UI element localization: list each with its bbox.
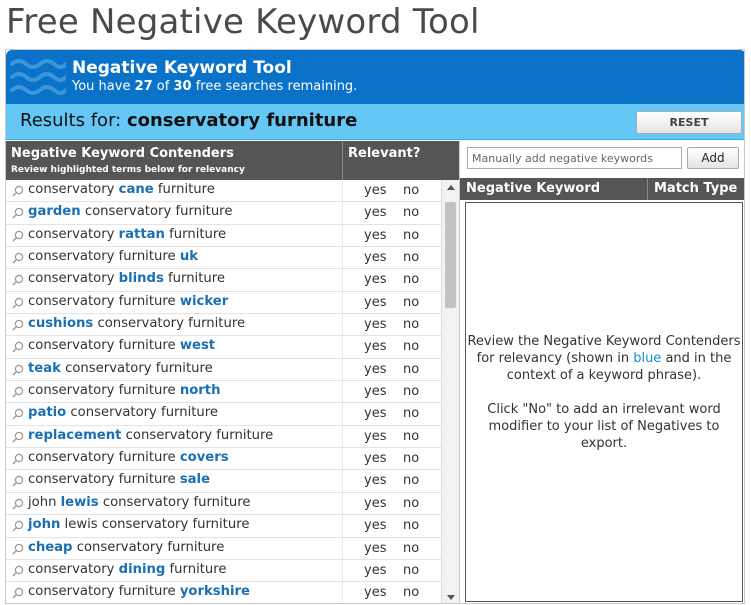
highlighted-term: uk — [179, 249, 198, 265]
yes-link[interactable]: yes — [364, 428, 387, 444]
row-divider — [342, 202, 343, 223]
row-divider — [342, 269, 343, 290]
negatives-list — [465, 202, 743, 602]
help-blue-word: blue — [633, 351, 662, 366]
contender-keyword: teak conservatory furniture — [28, 360, 213, 376]
contender-row — [6, 336, 441, 358]
negatives-pane — [459, 141, 745, 604]
highlighted-term: rattan — [118, 226, 165, 242]
contender-row — [6, 403, 441, 425]
no-link[interactable]: no — [403, 473, 420, 489]
magnifier-icon[interactable] — [12, 498, 24, 510]
scroll-up-icon[interactable] — [447, 185, 455, 190]
contender-keyword: john lewis conservatory furniture — [28, 494, 251, 510]
no-link[interactable]: no — [403, 540, 420, 556]
no-link[interactable]: no — [403, 183, 420, 198]
yes-link[interactable]: yes — [364, 473, 387, 489]
highlighted-term: patio — [28, 405, 67, 421]
highlighted-term: blinds — [118, 271, 164, 287]
contender-row — [6, 359, 441, 381]
scroll-thumb[interactable] — [445, 202, 456, 308]
row-divider — [342, 381, 343, 402]
contender-keyword: conservatory furniture yorkshire — [28, 584, 250, 600]
contenders-pane — [6, 141, 459, 604]
contender-row — [6, 515, 441, 537]
highlighted-term: cane — [118, 182, 154, 197]
highlighted-term: lewis — [60, 494, 99, 510]
results-query: conservatory furniture — [126, 110, 358, 131]
yes-link[interactable]: yes — [364, 540, 387, 556]
row-divider — [342, 470, 343, 491]
no-link[interactable]: no — [403, 250, 420, 266]
contender-keyword: conservatory rattan furniture — [28, 226, 227, 242]
contender-row — [6, 269, 441, 291]
magnifier-icon[interactable] — [12, 185, 24, 197]
row-divider — [342, 582, 343, 603]
no-link[interactable]: no — [403, 384, 420, 400]
row-divider — [342, 247, 343, 268]
contender-row — [6, 493, 441, 515]
waves-logo-icon — [10, 56, 66, 98]
magnifier-icon[interactable] — [12, 408, 24, 420]
contenders-title: Negative Keyword Contenders — [11, 146, 234, 161]
contender-keyword: conservatory furniture wicker — [28, 293, 229, 309]
yes-link[interactable]: yes — [364, 272, 387, 288]
yes-link[interactable]: yes — [364, 294, 387, 310]
highlighted-term: cheap — [28, 539, 73, 555]
contender-keyword: conservatory furniture north — [28, 383, 221, 399]
no-link[interactable]: no — [403, 585, 420, 601]
no-link[interactable]: no — [403, 339, 420, 355]
tool-title: Negative Keyword Tool — [72, 58, 292, 78]
add-negative-area — [460, 141, 745, 178]
magnifier-icon[interactable] — [12, 475, 24, 487]
no-link[interactable]: no — [403, 272, 420, 288]
tool-banner — [6, 50, 745, 104]
magnifier-icon[interactable] — [12, 230, 24, 242]
contender-keyword: conservatory blinds furniture — [28, 271, 225, 287]
magnifier-icon[interactable] — [12, 341, 24, 353]
searches-total: 30 — [173, 79, 192, 94]
contender-keyword: cushions conservatory furniture — [28, 316, 246, 332]
add-button[interactable]: Add — [687, 147, 739, 169]
contender-keyword: conservatory furniture uk — [28, 249, 198, 265]
no-link[interactable]: no — [403, 361, 420, 377]
contender-row — [6, 180, 441, 202]
row-divider — [342, 493, 343, 514]
contender-row — [6, 426, 441, 448]
reset-button[interactable]: RESET — [636, 111, 742, 134]
row-divider — [342, 515, 343, 536]
no-link[interactable]: no — [403, 428, 420, 444]
contenders-subtitle: Review highlighted terms below for relevancy — [11, 165, 245, 175]
scroll-down-icon[interactable] — [447, 595, 455, 600]
magnifier-icon[interactable] — [12, 297, 24, 309]
row-divider — [342, 403, 343, 424]
searches-used: 27 — [134, 79, 153, 94]
magnifier-icon[interactable] — [12, 386, 24, 398]
magnifier-icon[interactable] — [12, 252, 24, 264]
no-link[interactable]: no — [403, 495, 420, 511]
contender-row — [6, 314, 441, 336]
highlighted-term: replacement — [28, 427, 122, 443]
match-type-header: Match Type — [654, 181, 738, 196]
magnifier-icon[interactable] — [12, 543, 24, 555]
contender-keyword: conservatory furniture west — [28, 338, 216, 354]
magnifier-icon[interactable] — [12, 431, 24, 443]
results-label: Results for: conservatory furniture — [20, 110, 358, 131]
highlighted-term: cushions — [28, 316, 94, 332]
magnifier-icon[interactable] — [12, 565, 24, 577]
no-link[interactable]: no — [403, 294, 420, 310]
row-divider — [342, 314, 343, 335]
highlighted-term: teak — [28, 360, 61, 376]
help-paragraph-2: Click "No" to add an irrelevant word modifier to your list of Negatives to export. — [487, 402, 721, 451]
highlighted-term: john — [28, 517, 61, 533]
contender-row — [6, 381, 441, 403]
highlighted-term: covers — [179, 450, 229, 466]
yes-link[interactable]: yes — [364, 518, 387, 534]
contender-row — [6, 538, 441, 560]
contender-row — [6, 582, 441, 604]
highlighted-term: west — [179, 338, 216, 354]
contender-keyword: conservatory dining furniture — [28, 561, 227, 577]
contender-keyword: replacement conservatory furniture — [28, 427, 274, 443]
no-link[interactable]: no — [403, 451, 420, 467]
magnifier-icon[interactable] — [12, 319, 24, 331]
no-link[interactable]: no — [403, 317, 420, 333]
yes-link[interactable]: yes — [364, 317, 387, 333]
negative-keyword-tool — [5, 49, 745, 604]
contender-keyword: conservatory furniture covers — [28, 450, 229, 466]
no-link[interactable]: no — [403, 406, 420, 422]
contender-row — [6, 292, 441, 314]
relevant-header: Relevant? — [348, 146, 421, 161]
yes-link[interactable]: yes — [364, 250, 387, 266]
no-link[interactable]: no — [403, 205, 420, 221]
yes-link[interactable]: yes — [364, 406, 387, 422]
negative-keyword-input[interactable] — [467, 147, 682, 169]
contenders-header — [6, 141, 459, 180]
no-link[interactable]: no — [403, 562, 420, 578]
contender-row — [6, 247, 441, 269]
header-divider — [342, 141, 343, 180]
results-bar — [6, 104, 745, 140]
highlighted-term: sale — [179, 472, 211, 488]
contender-row — [6, 202, 441, 224]
negative-keyword-header: Negative Keyword — [466, 181, 601, 196]
magnifier-icon[interactable] — [12, 453, 24, 465]
negatives-help-text — [466, 333, 742, 452]
contender-row — [6, 470, 441, 492]
yes-link[interactable]: yes — [364, 361, 387, 377]
yes-link[interactable]: yes — [364, 495, 387, 511]
yes-link[interactable]: yes — [364, 562, 387, 578]
contenders-scrollbar[interactable] — [441, 180, 459, 604]
row-divider — [342, 180, 343, 201]
contender-row — [6, 225, 441, 247]
highlighted-term: dining — [118, 561, 166, 577]
searches-remaining: You have 27 of 30 free searches remaining. — [72, 79, 358, 94]
magnifier-icon[interactable] — [12, 364, 24, 376]
row-divider — [342, 359, 343, 380]
negatives-header — [460, 178, 745, 200]
yes-link[interactable]: yes — [364, 384, 387, 400]
contender-keyword: garden conservatory furniture — [28, 204, 233, 220]
contender-row — [6, 560, 441, 582]
contender-keyword: cheap conservatory furniture — [28, 539, 225, 555]
row-divider — [342, 560, 343, 581]
yes-link[interactable]: yes — [364, 339, 387, 355]
help-paragraph-1: Review the Negative Keyword Contenders for relevancy (shown in blue and in the context of a keyword phrase). — [467, 334, 741, 383]
negatives-header-divider — [647, 178, 648, 200]
page-title: Free Negative Keyword Tool — [6, 2, 480, 42]
no-link[interactable]: no — [403, 518, 420, 534]
contender-keyword: conservatory cane furniture — [28, 182, 215, 197]
row-divider — [342, 538, 343, 559]
yes-link[interactable]: yes — [364, 585, 387, 601]
highlighted-term: wicker — [179, 293, 229, 309]
magnifier-icon[interactable] — [12, 520, 24, 532]
yes-link[interactable]: yes — [364, 451, 387, 467]
magnifier-icon[interactable] — [12, 207, 24, 219]
row-divider — [342, 448, 343, 469]
row-divider — [342, 292, 343, 313]
contender-keyword: john lewis conservatory furniture — [28, 517, 250, 533]
row-divider — [342, 426, 343, 447]
yes-link[interactable]: yes — [364, 205, 387, 221]
highlighted-term: north — [179, 383, 221, 399]
row-divider — [342, 225, 343, 246]
highlighted-term: yorkshire — [179, 584, 250, 600]
yes-link[interactable]: yes — [364, 227, 387, 243]
contender-row — [6, 448, 441, 470]
no-link[interactable]: no — [403, 227, 420, 243]
row-divider — [342, 336, 343, 357]
yes-link[interactable]: yes — [364, 183, 387, 198]
contender-keyword: conservatory furniture sale — [28, 472, 211, 488]
contender-keyword: patio conservatory furniture — [28, 405, 219, 421]
magnifier-icon[interactable] — [12, 587, 24, 599]
magnifier-icon[interactable] — [12, 274, 24, 286]
highlighted-term: garden — [28, 204, 81, 220]
contenders-list — [6, 180, 441, 604]
